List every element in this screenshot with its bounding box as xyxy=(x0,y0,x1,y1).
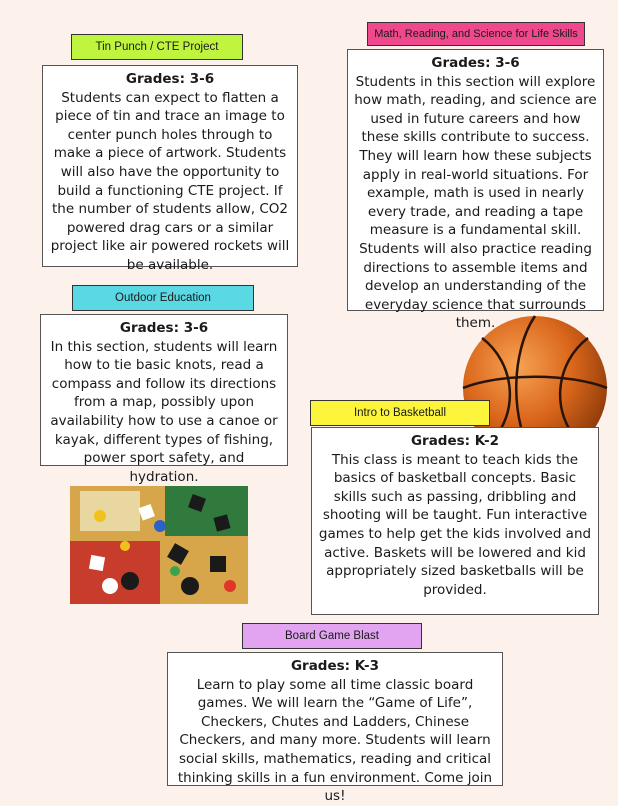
outdoor-box xyxy=(40,314,288,485)
basketball-title: Intro to Basketball xyxy=(310,400,490,426)
tin-punch-description: Students can expect to flatten a piece of tin and trace an image to center punch holes through to make a piece of artwork. Students will also have the opportunity to build a functioning CTE project. If the number of students allow, CO2 powered drag cars or a similar project like air powered rockets will be available. xyxy=(50,89,290,273)
outdoor-grades: Grades: 3-6 xyxy=(119,320,209,336)
math-reading-description: Students in this section will explore how math, reading, and science are used in future careers and how these skills contribute to success. They will learn how these subjects apply in real-world situations. For example, math is used in nearly every trade, and reading a tape measure is a fundamental skill. Students will also practice reading directions to assemble items and develop an understanding of the everyday science that surrounds them. xyxy=(354,73,597,332)
board-game-grades: Grades: K-3 xyxy=(290,658,380,674)
outdoor-title: Outdoor Education xyxy=(72,285,254,311)
board-game-box xyxy=(167,652,503,805)
basketball-grades: Grades: K-2 xyxy=(410,433,500,449)
math-reading-title: Math, Reading, and Science for Life Skills xyxy=(367,22,585,46)
tin-punch-box xyxy=(42,65,298,273)
board-game-description: Learn to play some all time classic board games. We will learn the “Game of Life”, Checkers, Chutes and Ladders, Chinese Checkers, and many more. Students will learn social skills, mathematics, reading and critical thinking skills in a fun environment. Come join us! xyxy=(177,676,493,805)
math-reading-box xyxy=(347,49,604,332)
outdoor-description: In this section, students will learn how to tie basic knots, read a compass and follow its directions from a map, possibly upon availability how to use a canoe or kayak, different types of fishing, power sport safety, and hydration. xyxy=(50,338,278,485)
math-reading-grades: Grades: 3-6 xyxy=(431,55,520,71)
board-games-icon xyxy=(70,486,248,604)
tin-punch-grades: Grades: 3-6 xyxy=(125,71,215,87)
basketball-description: This class is meant to teach kids the basics of basketball concepts. Basic skills such as passing, dribbling and shooting will be taught. Fun interactive games to help get the kids involved and active. Baskets will be lowered and kid appropriately sized basketballs will be provided. xyxy=(318,451,592,598)
basketball-box xyxy=(311,427,599,615)
tin-punch-title: Tin Punch / CTE Project xyxy=(71,34,243,60)
board-game-title: Board Game Blast xyxy=(242,623,422,649)
